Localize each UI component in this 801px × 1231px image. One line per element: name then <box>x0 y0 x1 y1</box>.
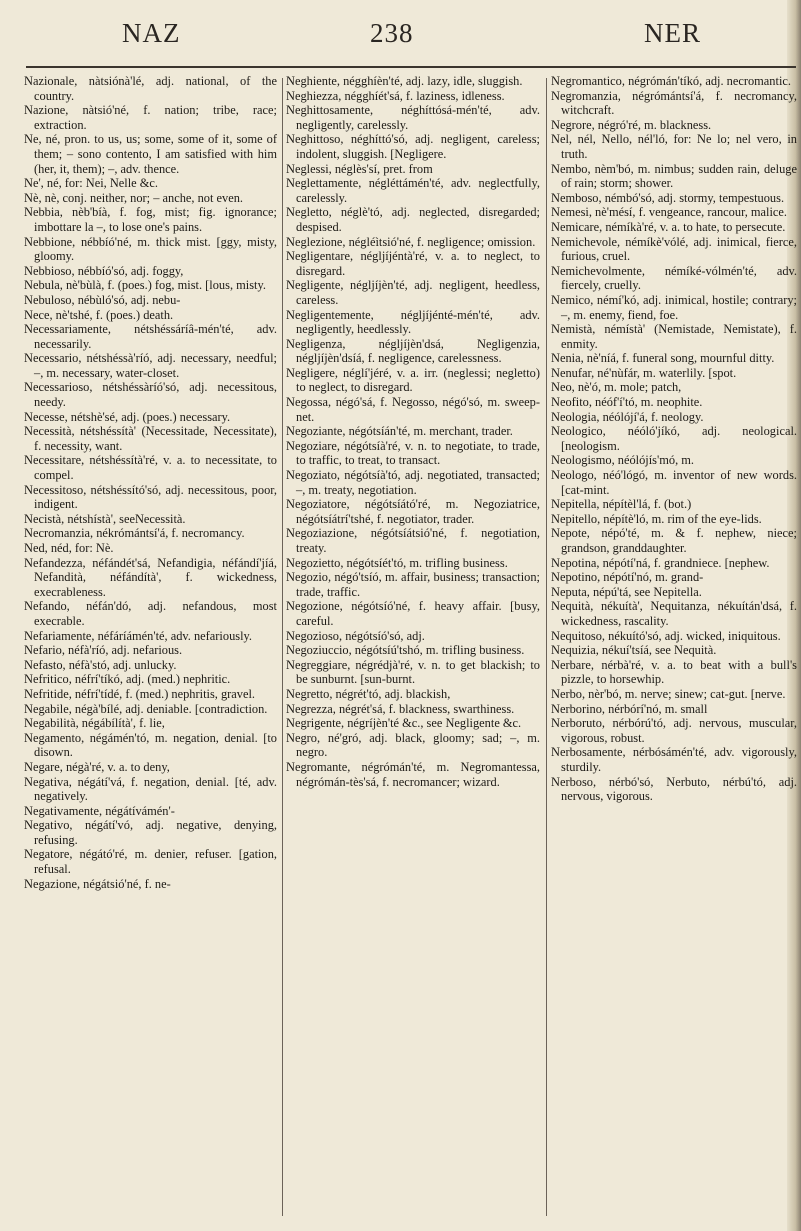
dictionary-entry: Nebuloso, nébùló'só, adj. nebu- <box>24 292 181 307</box>
dictionary-entry: Ne', né, for: Nei, Nelle &c. <box>24 176 159 191</box>
dictionary-entry: Negoziante, négótsíán'té, m. merchant, trader. <box>286 424 513 439</box>
dictionary-entry: Neghittosamente, néghíttósá-mén'té, adv. negligently, carelessly. <box>286 103 540 132</box>
dictionary-entry: Nazione, nàtsió'né, f. nation; tribe, race; extraction. <box>24 103 277 132</box>
dictionary-entry: Neologia, néólójí'á, f. neology. <box>551 409 704 424</box>
dictionary-entry: Negletto, néglè'tó, adj. neglected, disregarded; despised. <box>286 205 540 234</box>
dictionary-entry: Nebula, nè'bùlà, f. (poes.) fog, mist. [lous, misty. <box>24 278 266 293</box>
dictionary-entry: Ne, né, pron. to us, us; some, some of it, some of them; – sono contento, I am satisfied with him (her, it, them); –, adv. thence. <box>24 132 277 176</box>
dictionary-entry: Nemicare, némíkà'ré, v. a. to hate, to persecute. <box>551 219 786 234</box>
column-1 <box>24 74 277 1222</box>
dictionary-entry: Neghiezza, négghíét'sá, f. laziness, idleness. <box>286 88 505 103</box>
right-guide-word: NER <box>644 18 701 48</box>
dictionary-entry: Neghiente, négghíèn'té, adj. lazy, idle, sluggish. <box>286 74 523 88</box>
dictionary-entry: Neputa, népú'tá, see Nepitella. <box>551 584 702 599</box>
dictionary-entry: Neofito, néóf'í'tó, m. neophite. <box>551 395 703 410</box>
dictionary-entry: Negrore, négró'ré, m. blackness. <box>551 117 712 132</box>
page-number: 238 <box>370 18 414 48</box>
dictionary-entry: Negamento, négámén'tó, m. negation, denial. [to disown. <box>24 730 277 760</box>
dictionary-entry: Neglezione, négléìtsió'né, f. negligence; omission. <box>286 234 536 249</box>
dictionary-entry: Nefasto, néfà'stó, adj. unlucky. <box>24 657 177 672</box>
dictionary-entry: Nerbare, nérbà'ré, v. a. to beat with a bull's pizzle, to horsewhip. <box>551 657 797 687</box>
dictionary-entry: Nebbioso, nébbíó'só, adj. foggy, <box>24 263 184 278</box>
dictionary-entry: Negreggiare, négrédjà'ré, v. n. to get blackish; to be sunburnt. [sun-burnt. <box>286 657 540 687</box>
dictionary-entry: Necessariamente, nétshéssáríâ-mén'té, adv. necessarily. <box>24 322 277 351</box>
dictionary-entry: Nefario, néfà'ríó, adj. nefarious. <box>24 643 183 658</box>
dictionary-entry: Nefritico, néfrí'tíkó, adj. (med.) nephritic. <box>24 672 231 687</box>
dictionary-entry: Negromantico, négrómán'tíkó, adj. necromantic. <box>551 74 791 88</box>
dictionary-entry: Negozio, négó'tsíó, m. affair, business; transaction; trade, traffic. <box>286 570 540 599</box>
dictionary-entry: Necromanzia, nékrómántsí'á, f. necromancy. <box>24 526 245 541</box>
dictionary-entry: Necessario, nétshéssà'ríó, adj. necessary, needful; –, m. necessary, water-closet. <box>24 351 277 380</box>
dictionary-entry: Negligentare, négljíjéntà'ré, v. a. to neglect, to disregard. <box>286 249 540 278</box>
dictionary-entry: Nefando, néfán'dó, adj. nefandous, most execrable. <box>24 599 277 628</box>
dictionary-entry: Necistà, nétshístà', seeNecessità. <box>24 511 186 526</box>
dictionary-entry: Nefritide, néfrí'tídé, f. (med.) nephritis, gravel. <box>24 686 256 701</box>
dictionary-entry: Negozioso, négótsíó'só, adj. <box>286 628 425 643</box>
dictionary-entry: Nepitella, népítèl'lá, f. (bot.) <box>551 497 692 512</box>
dictionary-entry: Negare, négà'ré, v. a. to deny, <box>24 759 170 774</box>
dictionary-entry: Negligentemente, négljíjénté-mén'té, adv. negligently, heedlessly. <box>286 307 540 337</box>
dictionary-entry: Nazionale, nàtsiónà'lé, adj. national, of the country. <box>24 74 277 103</box>
left-guide-word: NAZ <box>122 18 181 48</box>
dictionary-entry: Negozietto, négótsíét'tó, m. trifling business. <box>286 555 508 570</box>
dictionary-entry: Negoziato, négótsíà'tó, adj. negotiated, transacted; –, m. treaty, negotiation. <box>286 468 540 497</box>
dictionary-entry: Nequitoso, nékuító'só, adj. wicked, iniquitous. <box>551 628 781 643</box>
dictionary-entry: Nemichevolmente, némíké-vólmén'té, adv. fiercely, cruelly. <box>551 263 797 293</box>
dictionary-entry: Negativa, négátí'vá, f. negation, denial. [té, adv. negatively. <box>24 774 277 804</box>
dictionary-entry: Nefariamente, néfáríámén'té, adv. nefariously. <box>24 628 253 643</box>
dictionary-entry: Nemboso, némbó'só, adj. stormy, tempestuous. <box>551 190 785 205</box>
dictionary-entry: Nerbosamente, nérbósámén'té, adv. vigorously, sturdily. <box>551 745 797 774</box>
dictionary-entry: Negatore, négátó'ré, m. denier, refuser. [gation, refusal. <box>24 847 277 877</box>
dictionary-entry: Nè, nè, conj. neither, nor; – anche, not even. <box>24 190 244 205</box>
dictionary-entry: Negoziuccio, négótsíú'tshó, m. trifling business. <box>286 643 525 658</box>
dictionary-entry: Nefandezza, néfándét'sá, Nefandigia, néfándí'jíá, Nefandità, néfándítà', f. wickedness, execrableness. <box>24 555 277 599</box>
dictionary-entry: Negoziare, négótsíà'ré, v. n. to negotiate, to trade, to traffic, to treat, to transact. <box>286 438 540 468</box>
dictionary-entry: Nenufar, né'nùfár, m. waterlily. [spot. <box>551 365 737 380</box>
dictionary-entry: Nenia, nè'níá, f. funeral song, mournful ditty. <box>551 351 775 366</box>
dictionary-entry: Negromanzia, négrómántsí'á, f. necromancy, witchcraft. <box>551 88 797 118</box>
dictionary-entry: Nepitello, népítè'ló, m. rim of the eye-lids. <box>551 511 762 526</box>
dictionary-entry: Negazione, négátsió'né, f. ne- <box>24 876 171 891</box>
dictionary-entry: Negrezza, négrét'sá, f. blackness, swarthiness. <box>286 701 515 716</box>
page-header <box>30 12 790 62</box>
dictionary-entry: Nerborino, nérbórí'nó, m. small <box>551 701 708 716</box>
dictionary-entry: Negro, né'gró, adj. black, gloomy; sad; –, m. negro. <box>286 730 540 760</box>
dictionary-entry: Nepote, népó'té, m. & f. nephew, niece; grandson, granddaughter. <box>551 526 797 555</box>
dictionary-entry: Nerboso, nérbó'só, Nerbuto, nérbú'tó, adj. nervous, vigorous. <box>551 774 797 804</box>
header-rule <box>26 66 796 68</box>
dictionary-entry: Negabilità, négábílítà', f. lie, <box>24 716 165 731</box>
dictionary-entry: Nequità, nékuítà', Nequitanza, nékuítán'dsá, f. wickedness, rascality. <box>551 599 797 628</box>
dictionary-entry: Negligere, néglí'jéré, v. a. irr. (neglessi; negletto) to neglect, to disregard. <box>286 365 540 395</box>
dictionary-entry: Nerboruto, nérbórú'tó, adj. nervous, muscular, vigorous, robust. <box>551 716 797 745</box>
dictionary-entry: Nemichevole, némíkè'vólé, adj. inimical, fierce, furious, cruel. <box>551 234 797 264</box>
dictionary-entry: Necessarioso, nétshéssàríó'só, adj. necessitous, needy. <box>24 380 277 410</box>
column-2 <box>286 74 540 1222</box>
dictionary-entry: Negligenza, négljíjèn'dsá, Negligenzia, négljíjèn'dsíá, f. negligence, carelessness. <box>286 336 540 366</box>
dictionary-entry: Negretto, négrét'tó, adj. blackish, <box>286 686 451 701</box>
dictionary-entry: Neglettamente, négléttámén'té, adv. neglectfully, carelessly. <box>286 176 540 205</box>
dictionary-entry: Nembo, nèm'bó, m. nimbus; sudden rain, deluge of rain; storm; shower. <box>551 161 797 191</box>
dictionary-entry: Neologico, néóló'jíkó, adj. neological. [neologism. <box>551 424 797 453</box>
dictionary-entry: Neologismo, néólójís'mó, m. <box>551 453 695 468</box>
dictionary-entry: Negrigente, négríjèn'té &c., see Negligente &c. <box>286 716 522 731</box>
dictionary-entry: Necessità, nétshéssítà' (Necessitade, Necessitate), f. necessity, want. <box>24 424 277 453</box>
dictionary-entry: Nepotino, népótí'nó, m. grand- <box>551 570 704 585</box>
dictionary-entry: Negoziatore, négótsíátó'ré, m. Negoziatrice, négótsíátrí'tshé, f. negotiator, trader. <box>286 497 540 526</box>
dictionary-entry: Nemico, némí'kó, adj. inimical, hostile; contrary; –, m. enemy, fiend, foe. <box>551 292 797 322</box>
column-divider <box>282 78 283 1216</box>
dictionary-entry: Nebbione, nébbíó'né, m. thick mist. [ggy, misty, gloomy. <box>24 234 277 264</box>
dictionary-entry: Negativo, négátí'vó, adj. negative, denying, refusing. <box>24 818 277 847</box>
column-divider <box>546 78 547 1216</box>
dictionary-entry: Negligente, négljíjèn'té, adj. negligent, heedless, careless. <box>286 278 540 307</box>
dictionary-entry: Neglessi, néglès'sí, pret. from <box>286 161 433 176</box>
column-3 <box>551 74 797 1222</box>
dictionary-columns <box>24 74 797 1224</box>
dictionary-entry: Nequizia, nékuí'tsíá, see Nequità. <box>551 643 717 658</box>
dictionary-entry: Negozione, négótsíó'né, f. heavy affair. [busy, careful. <box>286 599 540 628</box>
dictionary-entry: Negativamente, négátívámén'- <box>24 803 175 818</box>
dictionary-entry: Neghittoso, néghíttó'só, adj. negligent, careless; indolent, sluggish. [Negligere. <box>286 132 540 161</box>
dictionary-entry: Ned, néd, for: Nè. <box>24 541 114 555</box>
dictionary-entry: Nebbia, nèb'bíà, f. fog, mist; fig. ignorance; imbottare la –, to lose one's pains. <box>24 205 277 234</box>
dictionary-entry: Nel, nél, Nello, nél'ló, for: Ne lo; nel vero, in truth. <box>551 132 797 161</box>
dictionary-entry: Nepotina, népótí'ná, f. grandniece. [nephew. <box>551 555 770 570</box>
dictionary-entry: Negossa, négó'sá, f. Negosso, négó'só, m. sweep-net. <box>286 395 540 424</box>
dictionary-entry: Negoziazione, négótsíátsió'né, f. negotiation, treaty. <box>286 526 540 555</box>
dictionary-entry: Neologo, néó'lógó, m. inventor of new words. [cat-mint. <box>551 468 797 497</box>
dictionary-entry: Necessitoso, nétshéssító'só, adj. necessitous, poor, indigent. <box>24 482 277 512</box>
dictionary-entry: Nemesi, nè'mésí, f. vengeance, rancour, malice. <box>551 205 788 220</box>
dictionary-entry: Negabile, négà'bílé, adj. deniable. [contradiction. <box>24 701 268 716</box>
dictionary-entry: Neo, nè'ó, m. mole; patch, <box>551 380 682 395</box>
dictionary-entry: Nemistà, némístà' (Nemistade, Nemistate), f. enmity. <box>551 322 797 351</box>
dictionary-entry: Negromante, négrómán'té, m. Negromantessa, négrómán-tès'sá, f. necromancer; wizard. <box>286 759 540 789</box>
dictionary-entry: Necessitare, nétshéssítà'ré, v. a. to necessitate, to compel. <box>24 453 277 483</box>
dictionary-entry: Necesse, nétshè'sé, adj. (poes.) necessary. <box>24 409 231 424</box>
dictionary-entry: Nerbo, nèr'bó, m. nerve; sinew; cat-gut. [nerve. <box>551 686 786 701</box>
dictionary-entry: Nece, nè'tshé, f. (poes.) death. <box>24 307 174 322</box>
